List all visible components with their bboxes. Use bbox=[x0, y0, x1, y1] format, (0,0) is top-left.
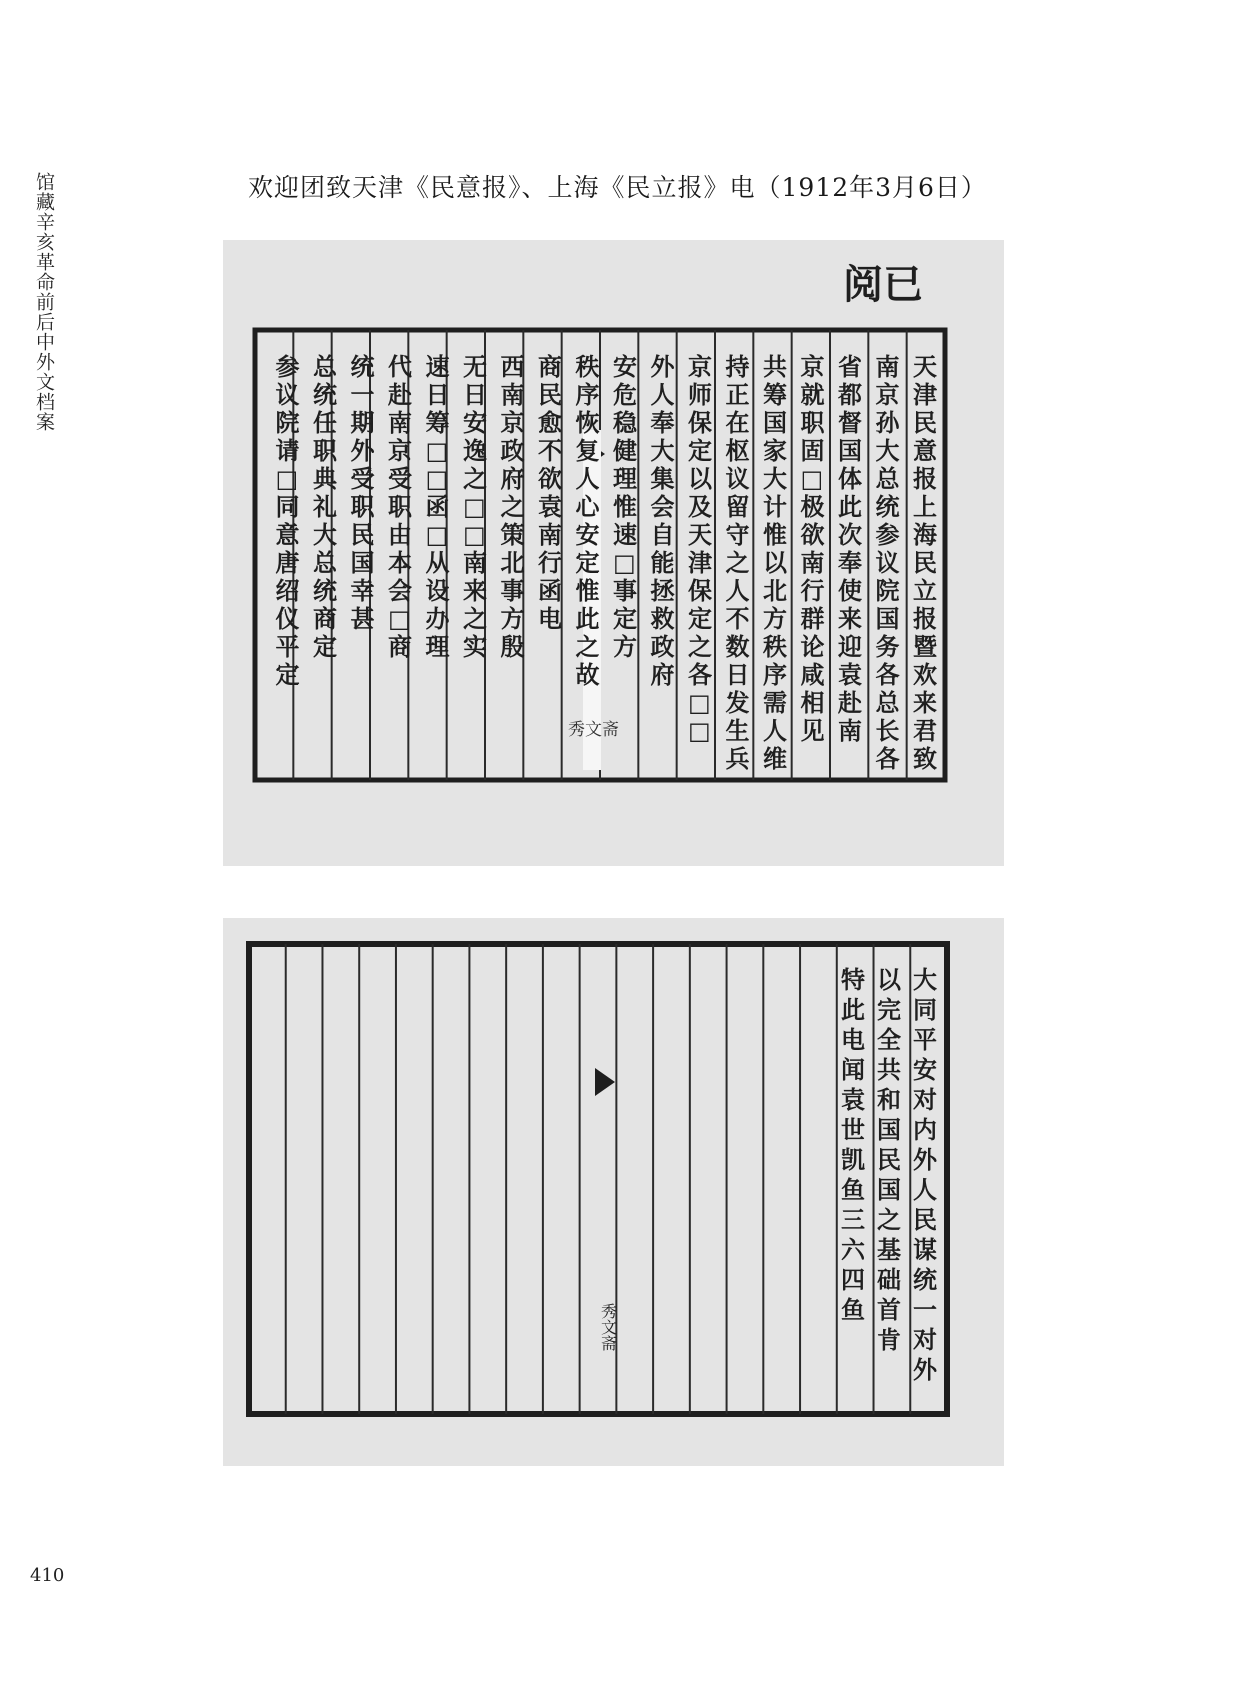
scan-2-drawing bbox=[223, 918, 1004, 1466]
handwritten-column: 大同平安对内外人民谋统一对外 bbox=[913, 966, 937, 1384]
handwritten-column: 京就职固□极欲南行群论咸相见 bbox=[800, 353, 825, 745]
handwritten-column: 以完全共和国民国之基础首肯 bbox=[877, 966, 901, 1354]
facsimile-scan-2 bbox=[223, 918, 1004, 1466]
handwritten-column: 无日安逸之□ □南来之实 bbox=[463, 353, 487, 661]
scan-1-handwriting bbox=[276, 353, 939, 773]
document-title: 欢迎团致天津《民意报》、上海《民立报》电（1912年3月6日） bbox=[248, 173, 987, 202]
handwritten-column: 南京孙大总统参议院国务各总长各 bbox=[875, 353, 900, 773]
handwritten-column: 统一期外受职民国幸甚 bbox=[350, 353, 375, 633]
scan-1-drawing bbox=[223, 240, 1004, 866]
fold-marker-2 bbox=[595, 1068, 615, 1096]
handwritten-column: 参议院请□同意唐绍仪平定 bbox=[275, 353, 300, 689]
handwritten-column: 持正在枢议留守之人不数日发生兵 bbox=[725, 353, 750, 773]
facsimile-scan-1 bbox=[223, 240, 1004, 866]
handwritten-column: 总统任职典礼大总统商定 bbox=[313, 353, 337, 661]
handwritten-column: 天津民意报上海民立报暨欢来君致 bbox=[913, 353, 937, 773]
handwritten-column: 共筹国家大计惟以北方秩序需人维 bbox=[763, 353, 787, 773]
stamp-mark: 秀文斋 bbox=[568, 720, 619, 740]
handwritten-column: 安危稳健理惟速□事定方 bbox=[613, 353, 637, 661]
stamp-mark-2: 秀文斋 bbox=[598, 1303, 618, 1351]
handwritten-column: 速日筹□ □函□从设办理 bbox=[425, 353, 450, 661]
handwritten-column: 西南京政府之策北事方殷 bbox=[500, 353, 525, 661]
handwritten-column: 代赴南京受职由本会□商 bbox=[388, 353, 412, 661]
scan-2-handwriting bbox=[841, 966, 938, 1384]
margin-note: 阅已 bbox=[843, 262, 923, 308]
handwritten-column: 省都督国体此次奉使来迎袁赴南 bbox=[838, 353, 862, 745]
page-number: 410 bbox=[30, 1565, 65, 1586]
handwritten-column: 秩序恢复人心安定惟此之故 bbox=[575, 353, 600, 689]
handwritten-column: 商民愈不欲袁南行函电 bbox=[538, 353, 562, 633]
handwritten-column: 京师保定以及天津保定之各□ □ bbox=[688, 353, 712, 745]
handwritten-column: 特此电闻袁世凯鱼三六四鱼 bbox=[841, 966, 865, 1324]
running-head: 馆藏辛亥革命前后中外文档案 bbox=[33, 172, 55, 432]
handwritten-column: 外人奉大集会自能拯救政府 bbox=[650, 353, 675, 689]
